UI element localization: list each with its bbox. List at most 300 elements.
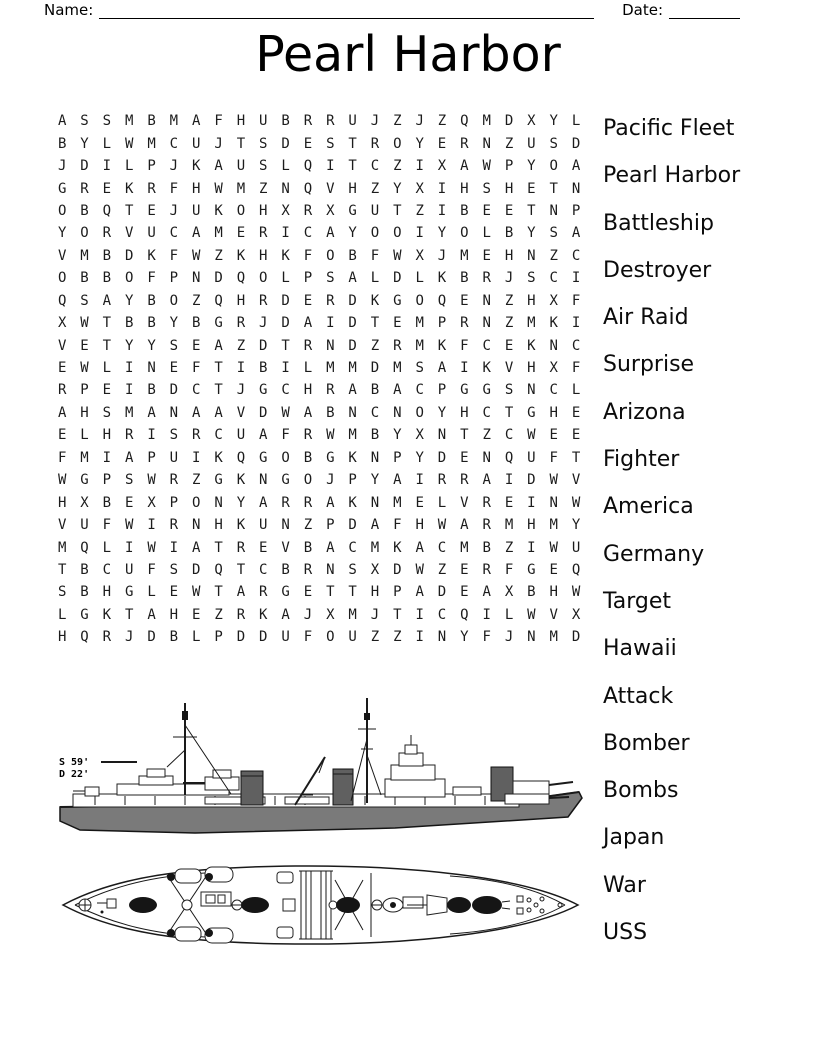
grid-letter[interactable]: A: [192, 113, 201, 130]
grid-letter[interactable]: I: [571, 270, 581, 287]
grid-letter[interactable]: W: [147, 539, 156, 556]
grid-letter[interactable]: Z: [393, 629, 402, 646]
grid-letter[interactable]: X: [504, 584, 514, 601]
grid-letter[interactable]: M: [460, 247, 469, 264]
grid-letter[interactable]: E: [192, 337, 201, 354]
grid-letter[interactable]: P: [437, 382, 447, 399]
grid-letter[interactable]: A: [147, 404, 156, 421]
grid-letter[interactable]: A: [236, 584, 246, 601]
grid-letter[interactable]: F: [147, 561, 156, 578]
grid-letter[interactable]: G: [348, 202, 357, 219]
grid-letter[interactable]: C: [192, 382, 201, 399]
grid-letter[interactable]: A: [192, 404, 201, 421]
grid-letter[interactable]: L: [303, 360, 313, 377]
grid-letter[interactable]: E: [102, 382, 112, 399]
grid-letter[interactable]: B: [147, 292, 156, 309]
grid-letter[interactable]: P: [504, 158, 514, 175]
grid-letter[interactable]: B: [281, 561, 290, 578]
grid-letter[interactable]: U: [281, 629, 290, 646]
grid-letter[interactable]: O: [169, 292, 179, 309]
grid-letter[interactable]: B: [102, 270, 112, 287]
grid-letter[interactable]: Y: [393, 427, 402, 444]
grid-letter[interactable]: Z: [236, 337, 246, 354]
grid-letter[interactable]: J: [370, 113, 380, 130]
grid-letter[interactable]: U: [192, 202, 201, 219]
grid-letter[interactable]: H: [549, 404, 558, 421]
grid-letter[interactable]: G: [326, 449, 335, 466]
grid-letter[interactable]: M: [124, 113, 134, 130]
grid-letter[interactable]: E: [102, 180, 112, 197]
word-list-item[interactable]: America: [603, 494, 694, 520]
grid-letter[interactable]: C: [437, 539, 447, 556]
grid-letter[interactable]: B: [192, 315, 201, 332]
grid-letter[interactable]: J: [124, 629, 134, 646]
grid-letter[interactable]: N: [482, 449, 491, 466]
grid-letter[interactable]: Y: [80, 135, 89, 152]
grid-letter[interactable]: N: [393, 404, 402, 421]
grid-letter[interactable]: I: [415, 606, 424, 623]
grid-letter[interactable]: O: [549, 158, 558, 175]
grid-letter[interactable]: H: [57, 629, 67, 646]
grid-letter[interactable]: T: [348, 584, 357, 601]
grid-letter[interactable]: H: [214, 517, 223, 534]
grid-letter[interactable]: V: [236, 404, 246, 421]
grid-letter[interactable]: K: [437, 270, 447, 287]
grid-letter[interactable]: H: [370, 584, 380, 601]
grid-letter[interactable]: W: [124, 135, 134, 152]
grid-letter[interactable]: Y: [437, 225, 447, 242]
grid-letter[interactable]: E: [393, 315, 402, 332]
grid-letter[interactable]: U: [80, 517, 89, 534]
word-list-item[interactable]: Fighter: [603, 447, 680, 473]
word-list-item[interactable]: Pacific Fleet: [603, 116, 735, 141]
grid-letter[interactable]: C: [370, 404, 380, 421]
grid-letter[interactable]: P: [437, 315, 447, 332]
grid-letter[interactable]: J: [57, 158, 67, 175]
grid-letter[interactable]: V: [57, 247, 67, 264]
word-list-item[interactable]: Pearl Harbor: [603, 163, 741, 189]
grid-letter[interactable]: Q: [236, 449, 246, 466]
grid-letter[interactable]: G: [281, 472, 290, 489]
grid-letter[interactable]: R: [482, 517, 491, 534]
grid-letter[interactable]: F: [393, 517, 402, 534]
grid-letter[interactable]: F: [303, 629, 313, 646]
grid-letter[interactable]: R: [437, 472, 447, 489]
grid-letter[interactable]: A: [460, 158, 469, 175]
grid-letter[interactable]: T: [214, 539, 223, 556]
grid-letter[interactable]: N: [370, 494, 380, 511]
word-list-item[interactable]: Bombs: [603, 778, 679, 804]
grid-letter[interactable]: E: [549, 427, 558, 444]
grid-letter[interactable]: B: [504, 225, 514, 242]
grid-letter[interactable]: H: [549, 584, 558, 601]
grid-letter[interactable]: S: [527, 270, 536, 287]
grid-letter[interactable]: Z: [437, 561, 447, 578]
grid-letter[interactable]: D: [393, 270, 402, 287]
grid-letter[interactable]: E: [504, 337, 514, 354]
grid-letter[interactable]: Y: [124, 292, 134, 309]
grid-letter[interactable]: D: [348, 337, 357, 354]
grid-letter[interactable]: C: [415, 382, 424, 399]
grid-letter[interactable]: D: [124, 247, 134, 264]
grid-letter[interactable]: A: [482, 472, 491, 489]
grid-letter[interactable]: Z: [192, 472, 201, 489]
grid-letter[interactable]: A: [326, 539, 335, 556]
grid-letter[interactable]: N: [527, 247, 536, 264]
grid-letter[interactable]: A: [192, 225, 201, 242]
word-list-item[interactable]: Germany: [603, 541, 705, 567]
grid-letter[interactable]: C: [370, 158, 380, 175]
grid-letter[interactable]: W: [281, 404, 290, 421]
grid-letter[interactable]: W: [437, 517, 447, 534]
grid-letter[interactable]: O: [236, 202, 246, 219]
grid-letter[interactable]: D: [259, 337, 268, 354]
grid-letter[interactable]: M: [214, 225, 223, 242]
grid-letter[interactable]: Y: [415, 449, 424, 466]
grid-letter[interactable]: I: [437, 202, 447, 219]
grid-letter[interactable]: M: [482, 113, 491, 130]
grid-letter[interactable]: S: [57, 584, 67, 601]
grid-letter[interactable]: D: [80, 158, 89, 175]
grid-letter[interactable]: A: [348, 270, 357, 287]
grid-letter[interactable]: A: [348, 382, 357, 399]
grid-letter[interactable]: T: [236, 135, 246, 152]
grid-letter[interactable]: D: [259, 629, 268, 646]
grid-letter[interactable]: O: [192, 494, 201, 511]
grid-letter[interactable]: P: [147, 158, 156, 175]
grid-letter[interactable]: M: [460, 539, 469, 556]
grid-letter[interactable]: E: [57, 427, 67, 444]
grid-letter[interactable]: K: [348, 494, 357, 511]
grid-letter[interactable]: S: [259, 135, 268, 152]
grid-letter[interactable]: F: [57, 449, 67, 466]
grid-letter[interactable]: T: [326, 584, 335, 601]
grid-letter[interactable]: V: [57, 337, 67, 354]
grid-letter[interactable]: I: [326, 158, 335, 175]
grid-letter[interactable]: G: [80, 472, 89, 489]
grid-letter[interactable]: M: [549, 517, 558, 534]
grid-letter[interactable]: I: [527, 494, 536, 511]
grid-letter[interactable]: A: [393, 382, 402, 399]
grid-letter[interactable]: J: [415, 113, 424, 130]
grid-letter[interactable]: S: [102, 404, 112, 421]
grid-letter[interactable]: R: [57, 382, 67, 399]
grid-letter[interactable]: Q: [303, 158, 313, 175]
grid-letter[interactable]: R: [236, 606, 246, 623]
grid-letter[interactable]: R: [236, 539, 246, 556]
grid-letter[interactable]: S: [124, 472, 134, 489]
grid-letter[interactable]: F: [571, 292, 581, 309]
grid-letter[interactable]: N: [147, 360, 156, 377]
grid-letter[interactable]: Q: [57, 292, 67, 309]
grid-letter[interactable]: G: [527, 561, 536, 578]
grid-letter[interactable]: R: [460, 315, 469, 332]
grid-letter[interactable]: H: [169, 606, 179, 623]
grid-letter[interactable]: L: [571, 382, 581, 399]
grid-letter[interactable]: B: [370, 382, 380, 399]
grid-letter[interactable]: J: [169, 158, 179, 175]
grid-letter[interactable]: R: [259, 292, 268, 309]
grid-letter[interactable]: K: [348, 449, 357, 466]
grid-letter[interactable]: A: [415, 584, 424, 601]
grid-letter[interactable]: L: [147, 584, 156, 601]
grid-letter[interactable]: R: [370, 135, 380, 152]
grid-letter[interactable]: X: [571, 606, 581, 623]
word-list-item[interactable]: Hawaii: [603, 636, 677, 662]
grid-letter[interactable]: F: [370, 247, 380, 264]
grid-letter[interactable]: B: [57, 135, 67, 152]
grid-letter[interactable]: D: [393, 561, 402, 578]
grid-letter[interactable]: M: [527, 315, 536, 332]
grid-letter[interactable]: I: [415, 629, 424, 646]
grid-letter[interactable]: E: [571, 427, 581, 444]
grid-letter[interactable]: M: [57, 539, 67, 556]
grid-letter[interactable]: A: [571, 158, 581, 175]
grid-letter[interactable]: S: [259, 158, 268, 175]
grid-letter[interactable]: C: [214, 427, 223, 444]
grid-letter[interactable]: Y: [437, 404, 447, 421]
grid-letter[interactable]: J: [370, 606, 380, 623]
grid-letter[interactable]: G: [57, 180, 67, 197]
word-list-item[interactable]: Arizona: [603, 399, 686, 425]
grid-letter[interactable]: E: [460, 584, 469, 601]
grid-letter[interactable]: I: [124, 360, 134, 377]
grid-letter[interactable]: S: [504, 382, 514, 399]
grid-letter[interactable]: O: [57, 270, 67, 287]
grid-letter[interactable]: X: [326, 202, 335, 219]
grid-letter[interactable]: A: [303, 404, 313, 421]
grid-letter[interactable]: D: [281, 315, 290, 332]
grid-letter[interactable]: O: [259, 270, 268, 287]
grid-letter[interactable]: G: [80, 606, 89, 623]
grid-letter[interactable]: H: [80, 404, 89, 421]
grid-letter[interactable]: H: [504, 247, 514, 264]
grid-letter[interactable]: U: [527, 135, 536, 152]
grid-letter[interactable]: W: [393, 247, 402, 264]
grid-letter[interactable]: I: [147, 517, 156, 534]
word-list-item[interactable]: Target: [603, 588, 672, 614]
grid-letter[interactable]: H: [460, 404, 469, 421]
grid-letter[interactable]: C: [571, 247, 581, 264]
grid-letter[interactable]: A: [259, 427, 268, 444]
grid-letter[interactable]: Z: [504, 292, 514, 309]
word-list-item[interactable]: War: [603, 872, 646, 898]
grid-letter[interactable]: V: [57, 517, 67, 534]
grid-letter[interactable]: S: [169, 337, 179, 354]
grid-letter[interactable]: E: [124, 494, 134, 511]
grid-letter[interactable]: A: [326, 225, 335, 242]
grid-letter[interactable]: O: [415, 404, 424, 421]
grid-letter[interactable]: M: [393, 360, 402, 377]
grid-letter[interactable]: D: [259, 404, 268, 421]
grid-letter[interactable]: T: [214, 382, 223, 399]
grid-letter[interactable]: D: [571, 135, 581, 152]
grid-letter[interactable]: M: [326, 360, 335, 377]
grid-letter[interactable]: E: [460, 449, 469, 466]
grid-letter[interactable]: R: [326, 382, 335, 399]
grid-letter[interactable]: Z: [370, 337, 380, 354]
grid-letter[interactable]: B: [147, 382, 156, 399]
grid-letter[interactable]: X: [147, 494, 156, 511]
grid-letter[interactable]: W: [214, 180, 223, 197]
grid-letter[interactable]: S: [415, 360, 424, 377]
grid-letter[interactable]: S: [326, 135, 335, 152]
grid-letter[interactable]: E: [504, 202, 514, 219]
grid-letter[interactable]: T: [214, 584, 223, 601]
grid-letter[interactable]: T: [214, 360, 223, 377]
grid-letter[interactable]: J: [236, 382, 246, 399]
grid-letter[interactable]: H: [259, 247, 268, 264]
grid-letter[interactable]: K: [236, 472, 246, 489]
grid-letter[interactable]: D: [348, 292, 357, 309]
grid-letter[interactable]: J: [259, 315, 268, 332]
grid-letter[interactable]: O: [124, 270, 134, 287]
grid-letter[interactable]: P: [348, 472, 357, 489]
grid-letter[interactable]: C: [504, 427, 514, 444]
grid-letter[interactable]: D: [169, 382, 179, 399]
grid-letter[interactable]: Z: [214, 247, 223, 264]
grid-letter[interactable]: H: [192, 180, 201, 197]
grid-letter[interactable]: L: [370, 270, 380, 287]
grid-letter[interactable]: I: [437, 180, 447, 197]
name-write-line[interactable]: [99, 3, 594, 19]
grid-letter[interactable]: S: [549, 225, 558, 242]
grid-letter[interactable]: D: [348, 517, 357, 534]
grid-letter[interactable]: J: [326, 472, 335, 489]
grid-letter[interactable]: K: [370, 292, 380, 309]
grid-letter[interactable]: L: [281, 158, 290, 175]
grid-letter[interactable]: O: [415, 292, 424, 309]
grid-letter[interactable]: D: [437, 449, 447, 466]
grid-letter[interactable]: L: [102, 360, 112, 377]
grid-letter[interactable]: L: [281, 270, 290, 287]
grid-letter[interactable]: Y: [393, 180, 402, 197]
grid-letter[interactable]: E: [259, 539, 268, 556]
grid-letter[interactable]: O: [281, 449, 290, 466]
grid-letter[interactable]: V: [549, 606, 558, 623]
grid-letter[interactable]: E: [460, 561, 469, 578]
grid-letter[interactable]: U: [571, 539, 581, 556]
grid-letter[interactable]: H: [57, 494, 67, 511]
grid-letter[interactable]: F: [549, 449, 558, 466]
grid-letter[interactable]: B: [169, 629, 179, 646]
grid-letter[interactable]: S: [348, 561, 357, 578]
grid-letter[interactable]: S: [169, 427, 179, 444]
grid-letter[interactable]: M: [504, 517, 514, 534]
grid-letter[interactable]: B: [460, 202, 469, 219]
grid-letter[interactable]: W: [527, 606, 536, 623]
grid-letter[interactable]: C: [169, 225, 179, 242]
grid-letter[interactable]: M: [415, 315, 424, 332]
grid-letter[interactable]: T: [370, 315, 380, 332]
grid-letter[interactable]: S: [80, 292, 89, 309]
grid-letter[interactable]: Z: [303, 517, 313, 534]
grid-letter[interactable]: Z: [549, 247, 558, 264]
grid-letter[interactable]: B: [303, 539, 313, 556]
grid-letter[interactable]: I: [281, 360, 290, 377]
grid-letter[interactable]: N: [549, 337, 558, 354]
grid-letter[interactable]: D: [504, 113, 514, 130]
grid-letter[interactable]: U: [236, 158, 246, 175]
grid-letter[interactable]: C: [437, 606, 447, 623]
grid-letter[interactable]: F: [460, 337, 469, 354]
grid-letter[interactable]: M: [80, 247, 89, 264]
grid-letter[interactable]: Y: [549, 113, 558, 130]
grid-letter[interactable]: U: [370, 202, 380, 219]
grid-letter[interactable]: H: [236, 292, 246, 309]
grid-letter[interactable]: G: [482, 382, 491, 399]
grid-letter[interactable]: R: [303, 561, 313, 578]
grid-letter[interactable]: R: [482, 494, 491, 511]
grid-letter[interactable]: E: [482, 247, 491, 264]
grid-letter[interactable]: E: [460, 292, 469, 309]
grid-letter[interactable]: F: [281, 427, 290, 444]
grid-letter[interactable]: K: [147, 247, 156, 264]
grid-letter[interactable]: T: [57, 561, 67, 578]
grid-letter[interactable]: I: [415, 225, 424, 242]
grid-letter[interactable]: I: [147, 427, 156, 444]
grid-letter[interactable]: F: [169, 247, 179, 264]
grid-letter[interactable]: U: [169, 449, 179, 466]
grid-letter[interactable]: Q: [460, 606, 469, 623]
grid-letter[interactable]: Q: [437, 292, 447, 309]
grid-letter[interactable]: D: [281, 292, 290, 309]
grid-letter[interactable]: B: [147, 113, 156, 130]
grid-letter[interactable]: H: [527, 292, 536, 309]
grid-letter[interactable]: O: [393, 135, 402, 152]
grid-letter[interactable]: G: [281, 584, 290, 601]
grid-letter[interactable]: B: [102, 494, 112, 511]
grid-letter[interactable]: R: [460, 135, 469, 152]
grid-letter[interactable]: A: [303, 315, 313, 332]
grid-letter[interactable]: K: [549, 315, 558, 332]
grid-letter[interactable]: R: [80, 180, 89, 197]
grid-letter[interactable]: Y: [370, 472, 380, 489]
grid-letter[interactable]: S: [80, 113, 89, 130]
grid-letter[interactable]: F: [169, 180, 179, 197]
grid-letter[interactable]: D: [348, 315, 357, 332]
grid-letter[interactable]: A: [57, 113, 67, 130]
grid-letter[interactable]: H: [527, 517, 536, 534]
grid-letter[interactable]: D: [281, 135, 290, 152]
grid-letter[interactable]: V: [326, 180, 335, 197]
grid-letter[interactable]: Z: [192, 292, 201, 309]
grid-letter[interactable]: M: [80, 449, 89, 466]
grid-letter[interactable]: Q: [504, 449, 514, 466]
grid-letter[interactable]: N: [527, 629, 536, 646]
grid-letter[interactable]: B: [370, 427, 380, 444]
grid-letter[interactable]: D: [527, 472, 536, 489]
grid-letter[interactable]: R: [192, 427, 201, 444]
grid-letter[interactable]: I: [102, 449, 112, 466]
grid-letter[interactable]: T: [124, 202, 134, 219]
grid-letter[interactable]: B: [259, 360, 268, 377]
grid-letter[interactable]: X: [326, 606, 335, 623]
grid-letter[interactable]: M: [370, 539, 380, 556]
grid-letter[interactable]: I: [124, 382, 134, 399]
grid-letter[interactable]: I: [236, 360, 246, 377]
grid-letter[interactable]: E: [303, 135, 313, 152]
grid-letter[interactable]: P: [169, 494, 179, 511]
grid-letter[interactable]: G: [460, 382, 469, 399]
grid-letter[interactable]: O: [57, 202, 67, 219]
grid-letter[interactable]: L: [80, 427, 89, 444]
grid-letter[interactable]: Q: [102, 202, 112, 219]
grid-letter[interactable]: A: [102, 292, 112, 309]
grid-letter[interactable]: B: [124, 315, 134, 332]
grid-letter[interactable]: A: [437, 360, 447, 377]
grid-letter[interactable]: Y: [460, 629, 469, 646]
